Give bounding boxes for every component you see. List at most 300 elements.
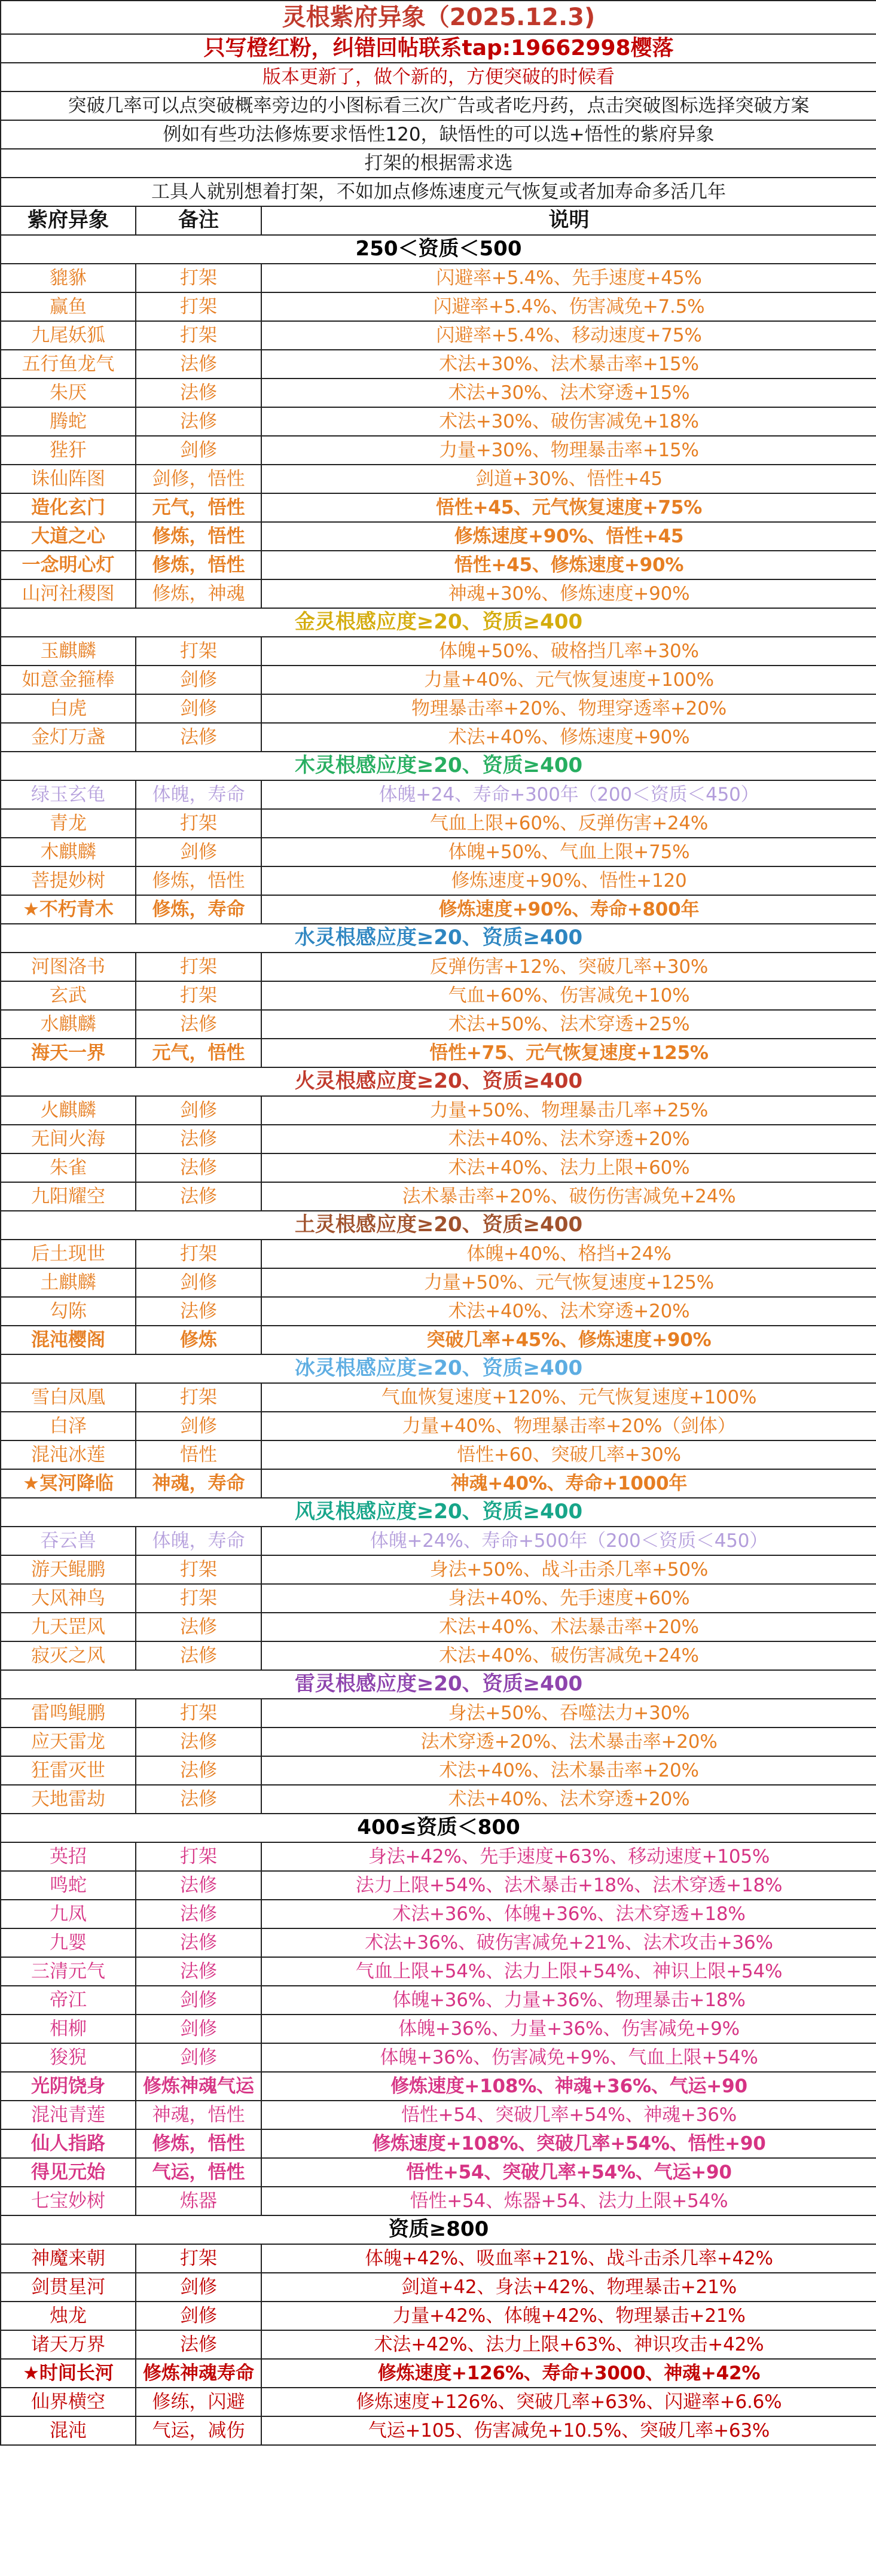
table-row <box>1 1039 876 1067</box>
remark-cell: 打架 <box>136 321 261 350</box>
description-cell: 术法+40%、修炼速度+90% <box>261 723 876 752</box>
section-label: 冰灵根感应度≥20、资质≥400 <box>1 1354 876 1383</box>
description-cell: 术法+42%、法力上限+63%、神识攻击+42% <box>261 2330 876 2359</box>
remark-cell: 法修 <box>136 1756 261 1785</box>
remark-cell: 剑修 <box>136 2043 261 2072</box>
table-row <box>1 866 876 895</box>
table-row <box>1 1440 876 1469</box>
description-cell: 物理暴击率+20%、物理穿透率+20% <box>261 694 876 723</box>
table-row <box>1 379 876 407</box>
table-row <box>1 2158 876 2187</box>
table-row <box>1 1957 876 1986</box>
table-row <box>1 264 876 292</box>
description-cell: 修炼速度+90%、悟性+45 <box>261 522 876 551</box>
remark-cell: 剑修 <box>136 1096 261 1125</box>
table-row <box>1 1527 876 1555</box>
remark-cell: 打架 <box>136 264 261 292</box>
remark-cell: 气运，悟性 <box>136 2158 261 2187</box>
remark-cell: 气运，减伤 <box>136 2416 261 2445</box>
table-row <box>1 2187 876 2215</box>
remark-cell: 剑修 <box>136 1268 261 1297</box>
table-row <box>1 2129 876 2158</box>
description-cell: 修炼速度+126%、寿命+3000、神魂+42% <box>261 2359 876 2388</box>
phenomenon-name-cell: 火麒麟 <box>1 1096 136 1125</box>
remark-cell: 修练，闪避 <box>136 2388 261 2416</box>
remark-cell: 打架 <box>136 809 261 838</box>
section-header-row <box>1 235 876 264</box>
description-cell: 术法+30%、破伤害减免+18% <box>261 407 876 436</box>
description-cell: 神魂+30%、修炼速度+90% <box>261 579 876 608</box>
table-row <box>1 637 876 666</box>
phenomenon-name-cell: 九婴 <box>1 1928 136 1957</box>
description-cell: 悟性+54、突破几率+54%、气运+90 <box>261 2158 876 2187</box>
section-header-row <box>1 1814 876 1842</box>
phenomenon-name-cell: 混沌 <box>1 2416 136 2445</box>
remark-cell: 打架 <box>136 637 261 666</box>
remark-cell: 元气，悟性 <box>136 493 261 522</box>
remark-cell: 法修 <box>136 1297 261 1326</box>
remark-cell: 打架 <box>136 1699 261 1727</box>
description-cell: 修炼速度+90%、寿命+800年 <box>261 895 876 924</box>
table-row <box>1 1584 876 1613</box>
phenomenon-name-cell: 仙界横空 <box>1 2388 136 2416</box>
phenomenon-name-cell: 山河社稷图 <box>1 579 136 608</box>
phenomenon-name-cell: 白虎 <box>1 694 136 723</box>
remark-cell: 法修 <box>136 1871 261 1900</box>
description-cell: 体魄+50%、破格挡几率+30% <box>261 637 876 666</box>
phenomenon-name-cell: 应天雷龙 <box>1 1727 136 1756</box>
note-row <box>1 120 876 149</box>
column-header-description: 说明 <box>261 206 876 235</box>
description-cell: 身法+40%、先手速度+60% <box>261 1584 876 1613</box>
phenomenon-name-cell: 后土现世 <box>1 1240 136 1268</box>
description-cell: 术法+50%、法术穿透+25% <box>261 1010 876 1039</box>
table-row <box>1 2359 876 2388</box>
remark-cell: 法修 <box>136 1182 261 1211</box>
phenomenon-name-cell: 混沌青莲 <box>1 2101 136 2129</box>
remark-cell: 打架 <box>136 953 261 981</box>
table-row <box>1 2244 876 2273</box>
remark-cell: 法修 <box>136 1957 261 1986</box>
phenomenon-name-cell: 白泽 <box>1 1412 136 1440</box>
description-cell: 悟性+60、突破几率+30% <box>261 1440 876 1469</box>
description-cell: 突破几率+45%、修炼速度+90% <box>261 1326 876 1354</box>
table-row <box>1 579 876 608</box>
section-header-row <box>1 1067 876 1096</box>
description-cell: 气血+60%、伤害减免+10% <box>261 981 876 1010</box>
table-row <box>1 2273 876 2302</box>
note-text: 突破几率可以点突破概率旁边的小图标看三次广告或者吃丹药，点击突破图标选择突破方案 <box>1 91 876 120</box>
phenomenon-name-cell: 勾陈 <box>1 1297 136 1326</box>
column-header-row <box>1 206 876 235</box>
description-cell: 力量+30%、物理暴击率+15% <box>261 436 876 465</box>
remark-cell: 悟性 <box>136 1440 261 1469</box>
table-row <box>1 1986 876 2015</box>
phenomenon-name-cell: 剑贯星河 <box>1 2273 136 2302</box>
description-cell: 闪避率+5.4%、伤害减免+7.5% <box>261 292 876 321</box>
phenomenon-name-cell: 混沌樱阁 <box>1 1326 136 1354</box>
table-row <box>1 493 876 522</box>
description-cell: 术法+40%、法力上限+60% <box>261 1153 876 1182</box>
table-row <box>1 1613 876 1641</box>
phenomenon-name-cell: 赢鱼 <box>1 292 136 321</box>
note-text: 版本更新了，做个新的，方便突破的时候看 <box>1 63 876 91</box>
description-cell: 反弹伤害+12%、突破几率+30% <box>261 953 876 981</box>
remark-cell: 打架 <box>136 292 261 321</box>
phenomenon-name-cell: 一念明心灯 <box>1 551 136 579</box>
phenomenon-name-cell: 鸣蛇 <box>1 1871 136 1900</box>
table-row <box>1 292 876 321</box>
page-title: 灵根紫府异象（2025.12.3) <box>1 1 876 34</box>
table-row <box>1 1182 876 1211</box>
table-row <box>1 1268 876 1297</box>
description-cell: 术法+40%、破伤害减免+24% <box>261 1641 876 1670</box>
subtitle-row <box>1 34 876 63</box>
table-row <box>1 321 876 350</box>
remark-cell: 法修 <box>136 1727 261 1756</box>
phenomenon-name-cell: 帝江 <box>1 1986 136 2015</box>
description-cell: 修炼速度+90%、悟性+120 <box>261 866 876 895</box>
section-header-row <box>1 1211 876 1240</box>
remark-cell: 炼器 <box>136 2187 261 2215</box>
note-text: 工具人就别想着打架，不如加点修炼速度元气恢复或者加寿命多活几年 <box>1 178 876 206</box>
section-header-row <box>1 1354 876 1383</box>
column-header-name: 紫府异象 <box>1 206 136 235</box>
description-cell: 术法+36%、破伤害减免+21%、法术攻击+36% <box>261 1928 876 1957</box>
table-row <box>1 809 876 838</box>
table-row <box>1 666 876 694</box>
phenomenon-name-cell: 吞云兽 <box>1 1527 136 1555</box>
section-header-row <box>1 2215 876 2244</box>
remark-cell: 法修 <box>136 350 261 379</box>
table-row <box>1 780 876 809</box>
remark-cell: 法修 <box>136 723 261 752</box>
phenomenon-name-cell: 天地雷劫 <box>1 1785 136 1814</box>
table-row <box>1 2388 876 2416</box>
description-cell: 修炼速度+108%、神魂+36%、气运+90 <box>261 2072 876 2101</box>
table-row <box>1 953 876 981</box>
description-cell: 术法+36%、体魄+36%、法术穿透+18% <box>261 1900 876 1928</box>
remark-cell: 法修 <box>136 1613 261 1641</box>
phenomenon-name-cell: 九凤 <box>1 1900 136 1928</box>
table-row <box>1 436 876 465</box>
phenomenon-name-cell: 混沌冰莲 <box>1 1440 136 1469</box>
remark-cell: 剑修 <box>136 436 261 465</box>
phenomenon-name-cell: 狻猊 <box>1 2043 136 2072</box>
remark-cell: 神魂，悟性 <box>136 2101 261 2129</box>
table-row <box>1 723 876 752</box>
table-row <box>1 1469 876 1498</box>
section-header-row <box>1 924 876 953</box>
remark-cell: 法修 <box>136 1928 261 1957</box>
section-label: 250＜资质＜500 <box>1 235 876 264</box>
remark-cell: 修炼，悟性 <box>136 2129 261 2158</box>
remark-cell: 体魄，寿命 <box>136 1527 261 1555</box>
phenomenon-name-cell: 玉麒麟 <box>1 637 136 666</box>
phenomenon-name-cell: 朱厌 <box>1 379 136 407</box>
remark-cell: 神魂，寿命 <box>136 1469 261 1498</box>
phenomenon-name-cell: 河图洛书 <box>1 953 136 981</box>
table-row <box>1 1555 876 1584</box>
description-cell: 修炼速度+108%、突破几率+54%、悟性+90 <box>261 2129 876 2158</box>
remark-cell: 法修 <box>136 1125 261 1153</box>
remark-cell: 修炼，寿命 <box>136 895 261 924</box>
description-cell: 体魄+50%、气血上限+75% <box>261 838 876 866</box>
section-label: 金灵根感应度≥20、资质≥400 <box>1 608 876 637</box>
description-cell: 体魄+24%、寿命+500年（200＜资质＜450） <box>261 1527 876 1555</box>
phenomenon-name-cell: 神魔来朝 <box>1 2244 136 2273</box>
phenomenon-name-cell: 貔貅 <box>1 264 136 292</box>
remark-cell: 法修 <box>136 407 261 436</box>
description-cell: 剑道+42、身法+42%、物理暴击+21% <box>261 2273 876 2302</box>
phenomenon-name-cell: 仙人指路 <box>1 2129 136 2158</box>
table-row <box>1 2101 876 2129</box>
phenomenon-name-cell: 朱雀 <box>1 1153 136 1182</box>
phenomenon-name-cell: 七宝妙树 <box>1 2187 136 2215</box>
remark-cell: 打架 <box>136 1842 261 1871</box>
remark-cell: 法修 <box>136 1785 261 1814</box>
remark-cell: 剑修 <box>136 2273 261 2302</box>
section-header-row <box>1 608 876 637</box>
phenomenon-name-cell: 造化玄门 <box>1 493 136 522</box>
remark-cell: 剑修 <box>136 1412 261 1440</box>
table-row <box>1 694 876 723</box>
phenomenon-name-cell: 菩提妙树 <box>1 866 136 895</box>
table-body <box>1 1 876 2445</box>
phenomenon-name-cell: 水麒麟 <box>1 1010 136 1039</box>
section-header-row <box>1 1498 876 1527</box>
phenomenon-name-cell: 海天一界 <box>1 1039 136 1067</box>
phenomenon-name-cell: 木麒麟 <box>1 838 136 866</box>
phenomenon-name-cell: 大道之心 <box>1 522 136 551</box>
table-row <box>1 1900 876 1928</box>
description-cell: 气血上限+60%、反弹伤害+24% <box>261 809 876 838</box>
phenomenon-name-cell: 英招 <box>1 1842 136 1871</box>
remark-cell: 法修 <box>136 1153 261 1182</box>
description-cell: 术法+30%、法术暴击率+15% <box>261 350 876 379</box>
table-row <box>1 838 876 866</box>
phenomenon-name-cell: 得见元始 <box>1 2158 136 2187</box>
phenomenon-name-cell: 游天鲲鹏 <box>1 1555 136 1584</box>
description-cell: 悟性+45、修炼速度+90% <box>261 551 876 579</box>
section-header-row <box>1 1670 876 1699</box>
description-cell: 神魂+40%、寿命+1000年 <box>261 1469 876 1498</box>
remark-cell: 打架 <box>136 1555 261 1584</box>
remark-cell: 法修 <box>136 1900 261 1928</box>
table-row <box>1 1871 876 1900</box>
description-cell: 闪避率+5.4%、先手速度+45% <box>261 264 876 292</box>
table-row <box>1 1928 876 1957</box>
phenomenon-name-cell: 青龙 <box>1 809 136 838</box>
description-cell: 术法+40%、法术暴击率+20% <box>261 1756 876 1785</box>
note-row <box>1 178 876 206</box>
remark-cell: 打架 <box>136 1383 261 1412</box>
phenomenon-name-cell: ★时间长河 <box>1 2359 136 2388</box>
note-text: 例如有些功法修炼要求悟性120，缺悟性的可以选+悟性的紫府异象 <box>1 120 876 149</box>
phenomenon-name-cell: 如意金箍棒 <box>1 666 136 694</box>
table-row <box>1 1153 876 1182</box>
section-label: 土灵根感应度≥20、资质≥400 <box>1 1211 876 1240</box>
remark-cell: 剑修 <box>136 838 261 866</box>
table-row <box>1 350 876 379</box>
description-cell: 身法+50%、战斗击杀几率+50% <box>261 1555 876 1584</box>
phenomenon-name-cell: 九尾妖狐 <box>1 321 136 350</box>
table-row <box>1 2416 876 2445</box>
description-cell: 悟性+54、突破几率+54%、神魂+36% <box>261 2101 876 2129</box>
description-cell: 闪避率+5.4%、移动速度+75% <box>261 321 876 350</box>
table-row <box>1 1699 876 1727</box>
description-cell: 术法+40%、法术穿透+20% <box>261 1125 876 1153</box>
remark-cell: 修炼，悟性 <box>136 522 261 551</box>
description-cell: 术法+40%、术法暴击率+20% <box>261 1613 876 1641</box>
phenomenon-name-cell: 相柳 <box>1 2015 136 2043</box>
phenomenon-name-cell: 三清元气 <box>1 1957 136 1986</box>
table-row <box>1 1412 876 1440</box>
remark-cell: 打架 <box>136 2244 261 2273</box>
title-row <box>1 1 876 34</box>
section-label: 雷灵根感应度≥20、资质≥400 <box>1 1670 876 1699</box>
phenomenon-name-cell: 土麒麟 <box>1 1268 136 1297</box>
table-row <box>1 1240 876 1268</box>
remark-cell: 修炼神魂气运 <box>136 2072 261 2101</box>
description-cell: 术法+40%、法术穿透+20% <box>261 1785 876 1814</box>
remark-cell: 修炼 <box>136 1326 261 1354</box>
description-cell: 力量+40%、元气恢复速度+100% <box>261 666 876 694</box>
table-row <box>1 1785 876 1814</box>
phenomenon-name-cell: 五行鱼龙气 <box>1 350 136 379</box>
phenomenon-name-cell: 九阳耀空 <box>1 1182 136 1211</box>
phenomenon-name-cell: 腾蛇 <box>1 407 136 436</box>
description-cell: 悟性+54、炼器+54、法力上限+54% <box>261 2187 876 2215</box>
description-cell: 气血上限+54%、法力上限+54%、神识上限+54% <box>261 1957 876 1986</box>
note-row <box>1 63 876 91</box>
phenomenon-name-cell: 大风神鸟 <box>1 1584 136 1613</box>
phenomenon-name-cell: 金灯万盏 <box>1 723 136 752</box>
description-cell: 体魄+36%、伤害减免+9%、气血上限+54% <box>261 2043 876 2072</box>
description-cell: 气运+105、伤害减免+10.5%、突破几率+63% <box>261 2416 876 2445</box>
table-row <box>1 2330 876 2359</box>
phenomenon-name-cell: 玄武 <box>1 981 136 1010</box>
table-row <box>1 1326 876 1354</box>
remark-cell: 元气，悟性 <box>136 1039 261 1067</box>
description-cell: 法力上限+54%、法术暴击+18%、法术穿透+18% <box>261 1871 876 1900</box>
table-row <box>1 2302 876 2330</box>
table-row <box>1 465 876 493</box>
remark-cell: 剑修，悟性 <box>136 465 261 493</box>
note-text: 打架的根据需求选 <box>1 149 876 178</box>
remark-cell: 法修 <box>136 2330 261 2359</box>
table-row <box>1 407 876 436</box>
phenomenon-name-cell: 寂灭之风 <box>1 1641 136 1670</box>
phenomenon-name-cell: 九天罡风 <box>1 1613 136 1641</box>
remark-cell: 打架 <box>136 1584 261 1613</box>
table-row <box>1 2015 876 2043</box>
table-row <box>1 1842 876 1871</box>
table-row <box>1 1010 876 1039</box>
phenomenon-name-cell: 烛龙 <box>1 2302 136 2330</box>
description-cell: 法术穿透+20%、法术暴击率+20% <box>261 1727 876 1756</box>
description-cell: 体魄+24、寿命+300年（200＜资质＜450） <box>261 780 876 809</box>
remark-cell: 剑修 <box>136 1986 261 2015</box>
phenomenon-name-cell: ★冥河降临 <box>1 1469 136 1498</box>
table-row <box>1 1383 876 1412</box>
phenomenon-name-cell: 雷鸣鲲鹏 <box>1 1699 136 1727</box>
remark-cell: 法修 <box>136 1010 261 1039</box>
description-cell: 力量+50%、元气恢复速度+125% <box>261 1268 876 1297</box>
remark-cell: 修炼，悟性 <box>136 551 261 579</box>
phenomenon-name-cell: ★不朽青木 <box>1 895 136 924</box>
table-row <box>1 895 876 924</box>
section-label: 400≤资质＜800 <box>1 1814 876 1842</box>
table-row <box>1 981 876 1010</box>
table-row <box>1 1297 876 1326</box>
remark-cell: 体魄，寿命 <box>136 780 261 809</box>
section-label: 木灵根感应度≥20、资质≥400 <box>1 752 876 780</box>
description-cell: 术法+30%、法术穿透+15% <box>261 379 876 407</box>
remark-cell: 打架 <box>136 1240 261 1268</box>
table-row <box>1 1756 876 1785</box>
phenomenon-name-cell: 狂雷灭世 <box>1 1756 136 1785</box>
description-cell: 法术暴击率+20%、破伤伤害减免+24% <box>261 1182 876 1211</box>
phenomenon-name-cell: 狴犴 <box>1 436 136 465</box>
phenomenon-name-cell: 雪白凤凰 <box>1 1383 136 1412</box>
remark-cell: 法修 <box>136 379 261 407</box>
phenomenon-name-cell: 诸天万界 <box>1 2330 136 2359</box>
section-label: 水灵根感应度≥20、资质≥400 <box>1 924 876 953</box>
description-cell: 身法+42%、先手速度+63%、移动速度+105% <box>261 1842 876 1871</box>
table-row <box>1 2072 876 2101</box>
remark-cell: 修炼，悟性 <box>136 866 261 895</box>
remark-cell: 剑修 <box>136 2302 261 2330</box>
column-header-remark: 备注 <box>136 206 261 235</box>
section-label: 资质≥800 <box>1 2215 876 2244</box>
description-cell: 术法+40%、法术穿透+20% <box>261 1297 876 1326</box>
table-row <box>1 551 876 579</box>
table-row <box>1 1096 876 1125</box>
description-cell: 悟性+75、元气恢复速度+125% <box>261 1039 876 1067</box>
phenomenon-name-cell: 无间火海 <box>1 1125 136 1153</box>
table-row <box>1 522 876 551</box>
page-subtitle: 只写橙红粉，纠错回帖联系tap:19662998樱落 <box>1 34 876 63</box>
remark-cell: 剑修 <box>136 2015 261 2043</box>
description-cell: 力量+50%、物理暴击几率+25% <box>261 1096 876 1125</box>
remark-cell: 剑修 <box>136 666 261 694</box>
section-header-row <box>1 752 876 780</box>
description-cell: 体魄+36%、力量+36%、伤害减免+9% <box>261 2015 876 2043</box>
phenomenon-name-cell: 诛仙阵图 <box>1 465 136 493</box>
remark-cell: 修炼神魂寿命 <box>136 2359 261 2388</box>
table-row <box>1 2043 876 2072</box>
table-row <box>1 1727 876 1756</box>
description-cell: 体魄+36%、力量+36%、物理暴击+18% <box>261 1986 876 2015</box>
description-cell: 修炼速度+126%、突破几率+63%、闪避率+6.6% <box>261 2388 876 2416</box>
note-row <box>1 149 876 178</box>
description-cell: 剑道+30%、悟性+45 <box>261 465 876 493</box>
description-cell: 悟性+45、元气恢复速度+75% <box>261 493 876 522</box>
table-row <box>1 1641 876 1670</box>
phenomenon-name-cell: 绿玉玄龟 <box>1 780 136 809</box>
remark-cell: 法修 <box>136 1641 261 1670</box>
description-cell: 身法+50%、吞噬法力+30% <box>261 1699 876 1727</box>
table-row <box>1 1125 876 1153</box>
section-label: 风灵根感应度≥20、资质≥400 <box>1 1498 876 1527</box>
description-cell: 力量+42%、体魄+42%、物理暴击+21% <box>261 2302 876 2330</box>
remark-cell: 打架 <box>136 981 261 1010</box>
note-row <box>1 91 876 120</box>
phenomenon-name-cell: 光阴饶身 <box>1 2072 136 2101</box>
description-cell: 力量+40%、物理暴击率+20%（剑体） <box>261 1412 876 1440</box>
description-cell: 体魄+42%、吸血率+21%、战斗击杀几率+42% <box>261 2244 876 2273</box>
